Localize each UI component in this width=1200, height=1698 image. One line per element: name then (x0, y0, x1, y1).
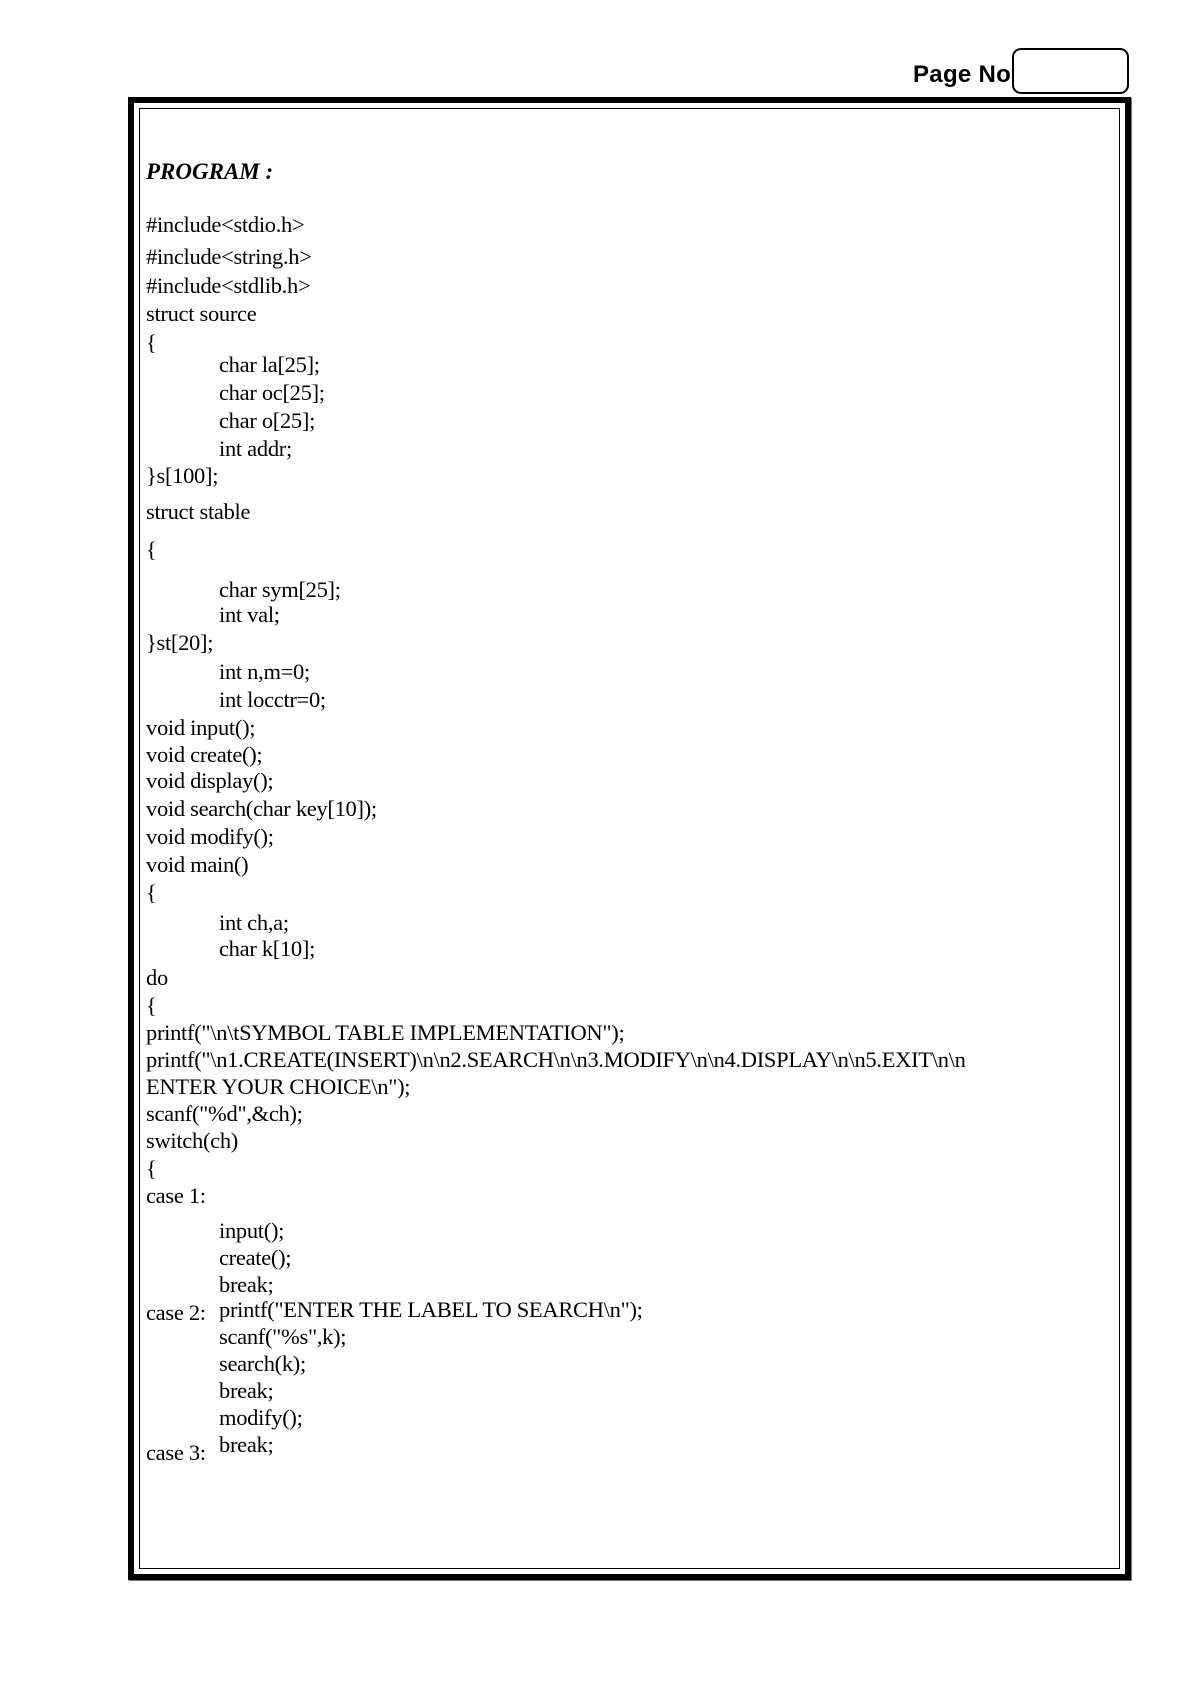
code-line-char-k: char k[10]; (219, 936, 316, 961)
code-line-open-brace: { (146, 1156, 157, 1181)
program-heading: PROGRAM : (146, 159, 274, 184)
code-line-input-call: input(); (219, 1218, 285, 1243)
code-line-case-1: case 1: (146, 1183, 206, 1208)
code-line-include-stdlib: #include<stdlib.h> (146, 273, 311, 298)
code-line-char-oc: char oc[25]; (219, 380, 325, 405)
code-line-open-brace: { (146, 993, 157, 1018)
code-line-switch: switch(ch) (146, 1128, 238, 1153)
code-line-scanf-ch: scanf("%d",&ch); (146, 1101, 303, 1126)
code-line-s-array: }s[100]; (146, 463, 219, 488)
code-line-void-display: void display(); (146, 768, 274, 793)
code-line-open-brace: { (146, 880, 157, 905)
code-line-do: do (146, 965, 168, 990)
code-line-int-locctr: int locctr=0; (219, 687, 326, 712)
code-line-void-main: void main() (146, 852, 249, 877)
code-line-int-val: int val; (219, 602, 280, 627)
code-line-include-stdio: #include<stdio.h> (146, 212, 305, 237)
code-line-char-la: char la[25]; (219, 352, 320, 377)
code-line-int-n-m: int n,m=0; (219, 659, 310, 684)
code-line-printf-search: printf("ENTER THE LABEL TO SEARCH\n"); (219, 1297, 643, 1322)
code-line-modify-call: modify(); (219, 1405, 303, 1430)
code-line-create-call: create(); (219, 1245, 292, 1270)
code-line-case-2: case 2: (146, 1300, 206, 1325)
code-line-break: break; (219, 1432, 274, 1457)
code-line-void-input: void input(); (146, 715, 256, 740)
code-line-break: break; (219, 1272, 274, 1297)
code-line-struct-stable: struct stable (146, 499, 251, 524)
code-line-open-brace: { (146, 537, 157, 562)
code-line-printf-menu-cont: ENTER YOUR CHOICE\n"); (146, 1074, 411, 1099)
code-line-printf-title: printf("\n\tSYMBOL TABLE IMPLEMENTATION"); (146, 1020, 625, 1045)
code-line-include-string: #include<string.h> (146, 244, 312, 269)
code-line-void-modify: void modify(); (146, 824, 274, 849)
code-line-int-ch-a: int ch,a; (219, 910, 289, 935)
code-line-case-3: case 3: (146, 1440, 206, 1465)
code-line-search-call: search(k); (219, 1351, 306, 1376)
code-line-void-create: void create(); (146, 742, 263, 767)
page-number-box (1012, 48, 1129, 94)
code-line-struct-source: struct source (146, 301, 257, 326)
code-line-st-array: }st[20]; (146, 630, 214, 655)
code-line-void-search: void search(char key[10]); (146, 796, 377, 821)
code-line-open-brace: { (146, 330, 157, 355)
code-line-int-addr: int addr; (219, 436, 292, 461)
code-line-char-o: char o[25]; (219, 408, 316, 433)
code-line-scanf-k: scanf("%s",k); (219, 1324, 347, 1349)
code-line-char-sym: char sym[25]; (219, 577, 341, 602)
code-line-printf-menu: printf("\n1.CREATE(INSERT)\n\n2.SEARCH\n\n3.MODIFY\n\n4.DISPLAY\n\n5.EXIT\n\n (146, 1047, 966, 1072)
code-line-break: break; (219, 1378, 274, 1403)
page-number-label: Page No (913, 61, 1012, 88)
